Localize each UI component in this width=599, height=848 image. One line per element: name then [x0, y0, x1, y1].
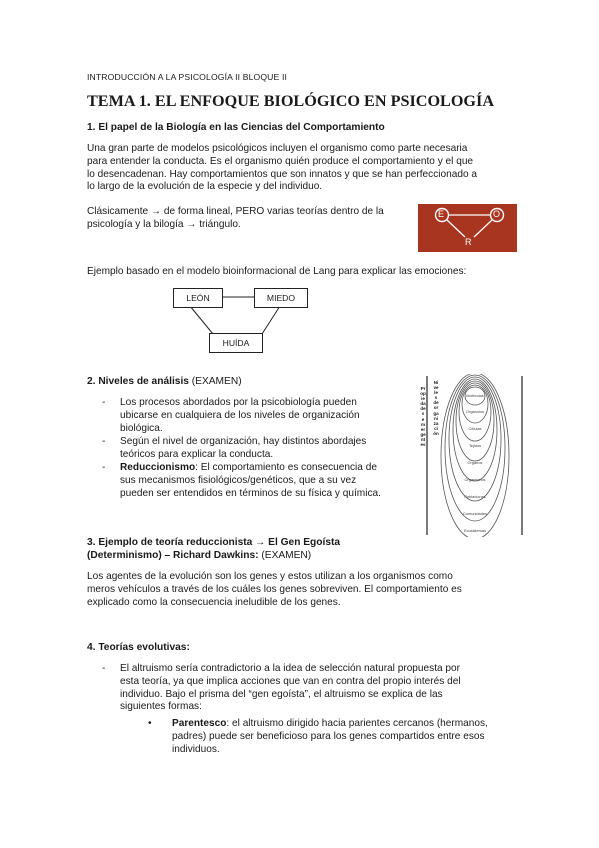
triangle-letter-e: E — [438, 209, 445, 219]
exam-tag: (EXAMEN) — [191, 376, 242, 387]
section-2-bullet-1: - Los procesos abordados por la psicobiología pueden ubicarse en cualquiera de los niveles de organización biológica. — [102, 397, 360, 434]
level-label: Poblaciones — [464, 494, 486, 499]
level-label: Células — [468, 426, 482, 431]
level-label: Orgánulos — [466, 409, 484, 414]
triangle-letter-o: O — [493, 209, 501, 219]
section-2-bullet-3: - Reduccionismo: El comportamiento es consecuencia de sus mecanismos fisiológicos/genéticos, que a su vez pueden ser entendidos en términos de su física y química. — [102, 462, 381, 499]
section-1-paragraph-2: Clásicamente → de forma lineal, PERO varias teorías dentro de la psicología y la bilogía → triángulo. — [87, 206, 384, 230]
level-label: Comunidades — [462, 511, 487, 516]
diagram-box-miedo: MIEDO — [254, 288, 308, 308]
section-2-bullet-2: - Según el nivel de organización, hay distintos abordajes teóricos para explicar la conducta. — [102, 436, 367, 460]
level-label: Moléculas — [466, 393, 484, 398]
level-label: Órganos — [467, 460, 483, 465]
exam-tag: (EXAMEN) — [261, 550, 312, 561]
level-label: Ecosistemas — [463, 528, 487, 533]
section-4-heading: 4. Teorías evolutivas: — [87, 642, 190, 653]
diagram-box-leon: LEÓN — [173, 288, 223, 308]
section-4-sub-bullet-parentesco: • Parentesco: el altruismo dirigido hacia parientes cercanos (hermanos, padres) puede ser beneficioso para los genes compartidos entre esos individuos. — [148, 718, 488, 755]
level-label: Tejidos — [468, 443, 482, 448]
section-4-bullet-1: - El altruismo sería contradictorio a la idea de selección natural propuesta por esta teoría, ya que implica acciones que van en contra del propio interés del individuo. Bajo el prisma del “gen egoísta”, el altruismo se explica de las siguientes formas: — [102, 663, 461, 713]
running-header: INTRODUCCIÓN A LA PSICOLOGÍA II BLOQUE II — [87, 72, 288, 82]
levels-labels — [424, 374, 525, 537]
section-3-heading-line-2: (Determinismo) – Richard Dawkins: (EXAMEN) — [87, 550, 312, 561]
section-1-heading: 1. El papel de la Biología en las Ciencias del Comportamiento — [87, 122, 385, 133]
lang-diagram — [170, 286, 320, 356]
eor-triangle-image — [418, 204, 517, 252]
diagram-box-huida: HUÍDA — [209, 333, 263, 353]
levels-of-organization-figure — [420, 374, 525, 537]
section-2-heading: 2. Niveles de análisis (EXAMEN) — [87, 376, 242, 387]
section-3-paragraph: Los agentes de la evolución son los genes y estos utilizan a los organismos como meros vehículos a través de los cuáles los genes sobreviven. El comportamiento es explicado como la consecuencia ineludible de los genes. — [87, 571, 462, 608]
section-1-paragraph-1: Una gran parte de modelos psicológicos incluyen el organismo como parte necesaria para entender la conducta. Es el organismo quién produce el comportamiento y el que lo desencadenan. Hay comportamientos que son innatos y que se han perfeccionado a lo largo de la evolución de la especie y del individuo. — [87, 143, 477, 193]
triangle-letter-r: R — [465, 237, 472, 247]
lang-example-text: Ejemplo basado en el modelo bioinformacional de Lang para explicar las emociones: — [87, 266, 467, 277]
emergent-properties-label: Propiedades emergentes — [420, 386, 426, 448]
organization-levels-label: Niveles de organización — [433, 380, 439, 436]
section-3-heading-line-1: 3. Ejemplo de teoría reduccionista → El Gen Egoísta — [87, 537, 341, 548]
page-title: TEMA 1. EL ENFOQUE BIOLÓGICO EN PSICOLOGÍA — [87, 92, 495, 110]
level-label: Organismos — [464, 477, 486, 482]
